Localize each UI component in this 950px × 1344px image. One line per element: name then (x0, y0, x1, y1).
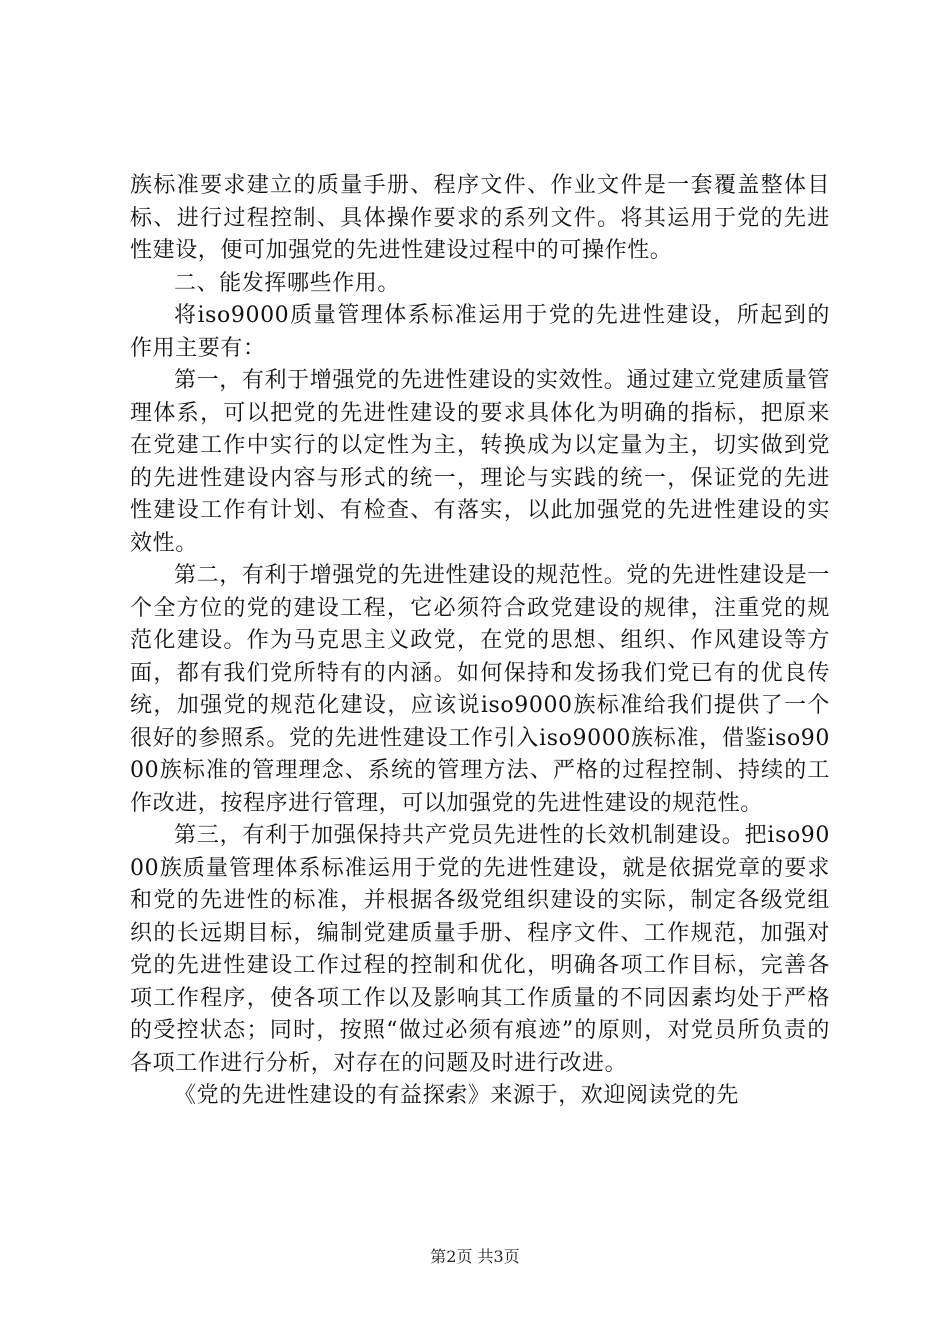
paragraph-closing: 《党的先进性建设的有益探索》来源于，欢迎阅读党的先 (174, 1083, 740, 1108)
paragraph-point-two: 第二，有利于增强党的先进性建设的规范性。党的先进性建设是一个全方位的党的建设工程，它必须符合政党建设的规律，注重党的规范化建设。作为马克思主义政党，在党的思想、组织、作风建设等方面，都有我们党所特有的内涵。如何保持和发扬我们党已有的优良传统，加强党的规范化建设，应该说iso9000族标准给我们提供了一个很好的参照系。党的先进性建设工作引入iso9000族标准，借鉴iso9000族标准的管理理念、系统的管理方法、严格的过程控制、持续的工作改进，按程序进行管理，可以加强党的先进性建设的规范性。 (130, 563, 830, 816)
page-number: 第2页 共3页 (430, 1247, 520, 1266)
paragraph-point-one: 第一，有利于增强党的先进性建设的实效性。通过建立党建质量管理体系，可以把党的先进性建设的要求具体化为明确的指标，把原来在党建工作中实行的以定性为主，转换成为以定量为主，切实做到党的先进性建设内容与形式的统一，理论与实践的统一，保证党的先进性建设工作有计划、有检查、有落实，以此加强党的先进性建设的实效性。 (130, 368, 830, 556)
paragraph-continuation: 族标准要求建立的质量手册、程序文件、作业文件是一套覆盖整体目标、进行过程控制、具体操作要求的系列文件。将其运用于党的先进性建设，便可加强党的先进性建设过程中的可操作性。 (130, 173, 830, 263)
paragraph-point-three: 第三，有利于加强保持共产党员先进性的长效机制建设。把iso9000族质量管理体系标准运用于党的先进性建设，就是依据党章的要求和党的先进性的标准，并根据各级党组织建设的实际，制定各级党组织的长远期目标，编制党建质量手册、程序文件、工作规范，加强对党的先进性建设工作过程的控制和优化，明确各项工作目标，完善各项工作程序，使各项工作以及影响其工作质量的不同因素均处于严格的受控状态；同时，按照“做过必须有痕迹”的原则，对党员所负责的各项工作进行分析，对存在的问题及时进行改进。 (130, 823, 830, 1076)
paragraph-intro: 将iso9000质量管理体系标准运用于党的先进性建设，所起到的作用主要有： (130, 303, 830, 361)
document-body (130, 170, 830, 1113)
section-heading: 二、能发挥哪些作用。 (174, 270, 401, 296)
